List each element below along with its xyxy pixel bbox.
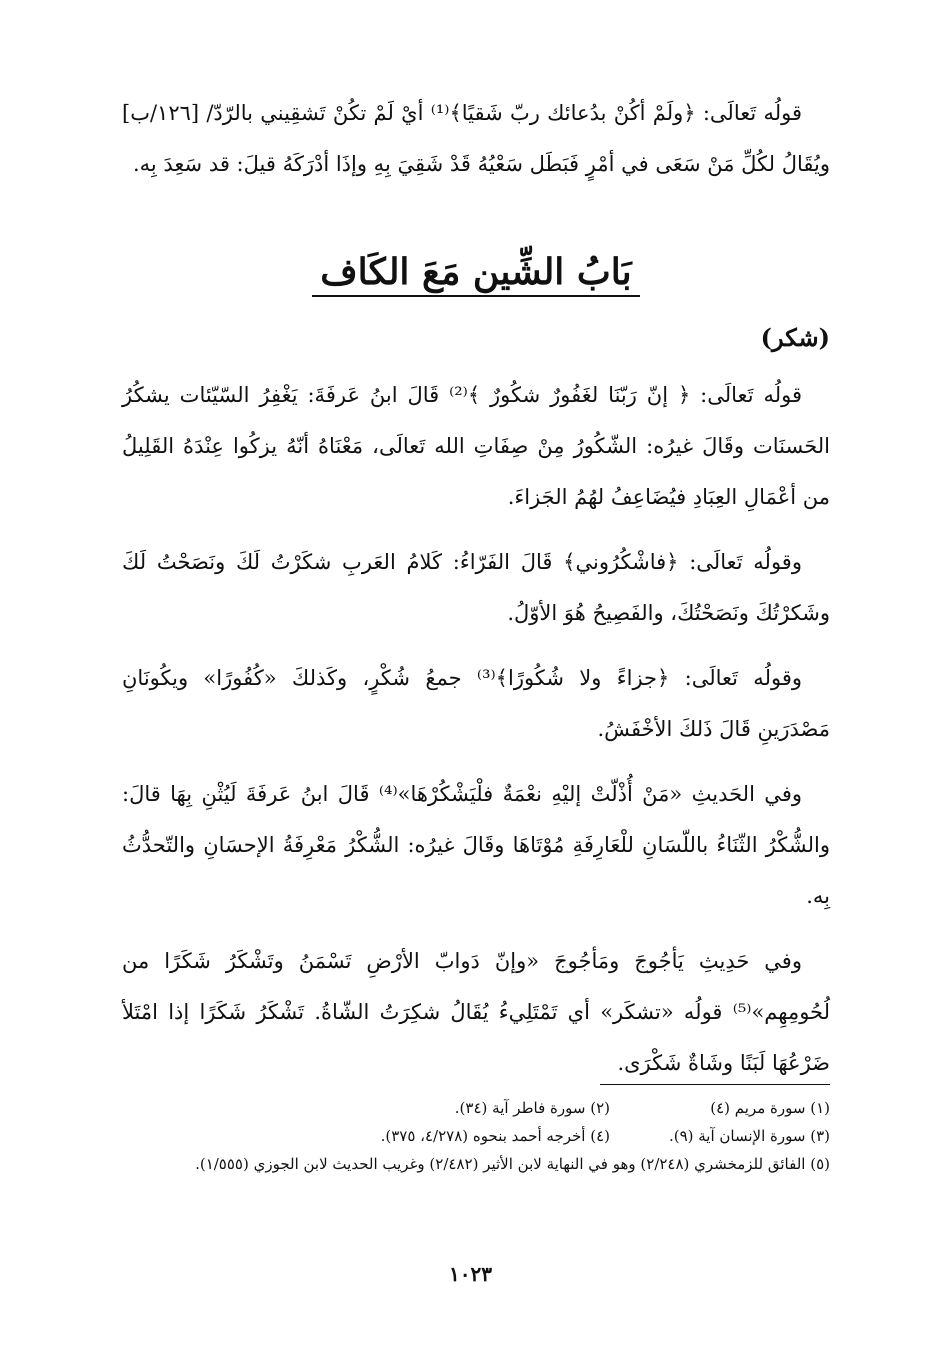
page-number: ١٠٢٣ bbox=[449, 1262, 492, 1286]
paragraph-4: وفي الحَديثِ «مَنْ أُذْلّتْ إليْهِ نعْمَةٌ فلْيَشْكُرْهَا»⁽⁴⁾ قَالَ ابنُ عَرفَةَ لَيُثْنِ بِهَا قالَ: والشُّكْرُ الثّنَاءُ باللّسَانِ للْعَارِفَةِ مُوْتَاهَا وقَالَ غيرُه: الشُّكْرُ مَعْرِفَةُ الإحسَانِ والتّحدُّثُ بِه. bbox=[122, 782, 830, 908]
footnote-row bbox=[122, 1094, 830, 1122]
paragraph-3: وقولُه تَعالَى: ﴿جزاءً ولا شُكُورًا﴾⁽³⁾ جمعُ شُكْرٍ، وكَذلكَ «كُفُورًا» ويكُونَانِ مَصْدَرَينِ قَالَ ذَلكَ الأخْفَشُ. bbox=[122, 666, 830, 741]
paragraph-2: وقولُه تَعالَى: ﴿فاشْكُرُوني﴾ قَالَ الفَرّاءُ: كَلامُ العَربِ شكَرْتُ لَكَ ونَصَحْتُ لَكَ وشَكرْتُكَ ونَصَحْتُكَ، والفَصِيحُ هُوَ الأوّلُ. bbox=[122, 550, 830, 625]
footnote-4: (٤) أخرجه أحمد بنحوه (٤/٢٧٨، ٣٧٥). bbox=[380, 1127, 610, 1145]
footnotes bbox=[122, 1094, 830, 1178]
intro-paragraph: قولُه تَعالَى: ﴿ولَمْ أكُنْ بدُعائك ربّ شَقيًا﴾⁽¹⁾ أيْ لَمْ تكُنْ تَشقِيني بالرّدّ/ [١٢٦/ب] ويُقَالُ لكُلِّ مَنْ سَعَى في أمْرٍ فَبَطَل سَعْيُهُ قَدْ شَقِيَ بِهِ وإذَا أدْرَكَهُ قيلَ: قد سَعِدَ بِه. bbox=[122, 101, 830, 176]
paragraph-5: وفي حَدِيثِ يَأجُوجَ ومَأجُوجَ «وإنّ دَوابّ الأرْضِ تَسْمَنُ وتَشْكَرُ شَكَرًا من لُحُومِهِم»⁽⁵⁾ قولُه «تشكَر» أي تَمْتَلِيءُ يُقَالُ شكِرَتُ الشّاةُ. تَشْكَرُ شَكَرًا إذا امْتَلأ ضَرْعُهَا لَبَنًا وشَاةٌ شَكْرَى. bbox=[122, 949, 830, 1075]
footnote-1: (١) سورة مريم (٤) bbox=[710, 1099, 830, 1117]
intro-text bbox=[122, 88, 830, 190]
chapter-title-text: بَابُ الشِّين مَعَ الكَاف bbox=[312, 251, 639, 297]
footnote-3: (٣) سورة الإنسان آية (٩). bbox=[668, 1127, 830, 1145]
chapter-title bbox=[122, 244, 830, 300]
footnote-5: (٥) الفائق للزمخشري (٢/٢٤٨) وهو في النهاية لابن الأثير (٢/٤٨٢) وغريب الحديث لابن الجوزي (١/٥٥٥). bbox=[195, 1155, 830, 1173]
main-text bbox=[122, 370, 830, 1089]
section-heading: (شكر) bbox=[760, 323, 830, 352]
paragraph-1: قولُه تَعالَى: ﴿ إنّ رَبّنَا لغَفُورٌ شكُورٌ ﴾⁽²⁾ قَالَ ابنُ عَرفَةَ: يَغْفِرُ السّيّئات يشكُرُ الحَسنَات وقَالَ غيرُه: الشّكُورُ مِنْ صِفَاتِ الله تَعالَى، مَعْنَاهُ أنّهُ يزكُوا عِنْدَهُ القَلِيلُ من أعْمَالِ العِبَادِ فيُضَاعِفُ لهُمُ الجَزاءَ. bbox=[122, 383, 830, 509]
footnote-divider bbox=[600, 1084, 830, 1085]
footnote-row bbox=[122, 1122, 830, 1150]
footnote-2: (٢) سورة فاطر آية (٣٤). bbox=[454, 1099, 610, 1117]
